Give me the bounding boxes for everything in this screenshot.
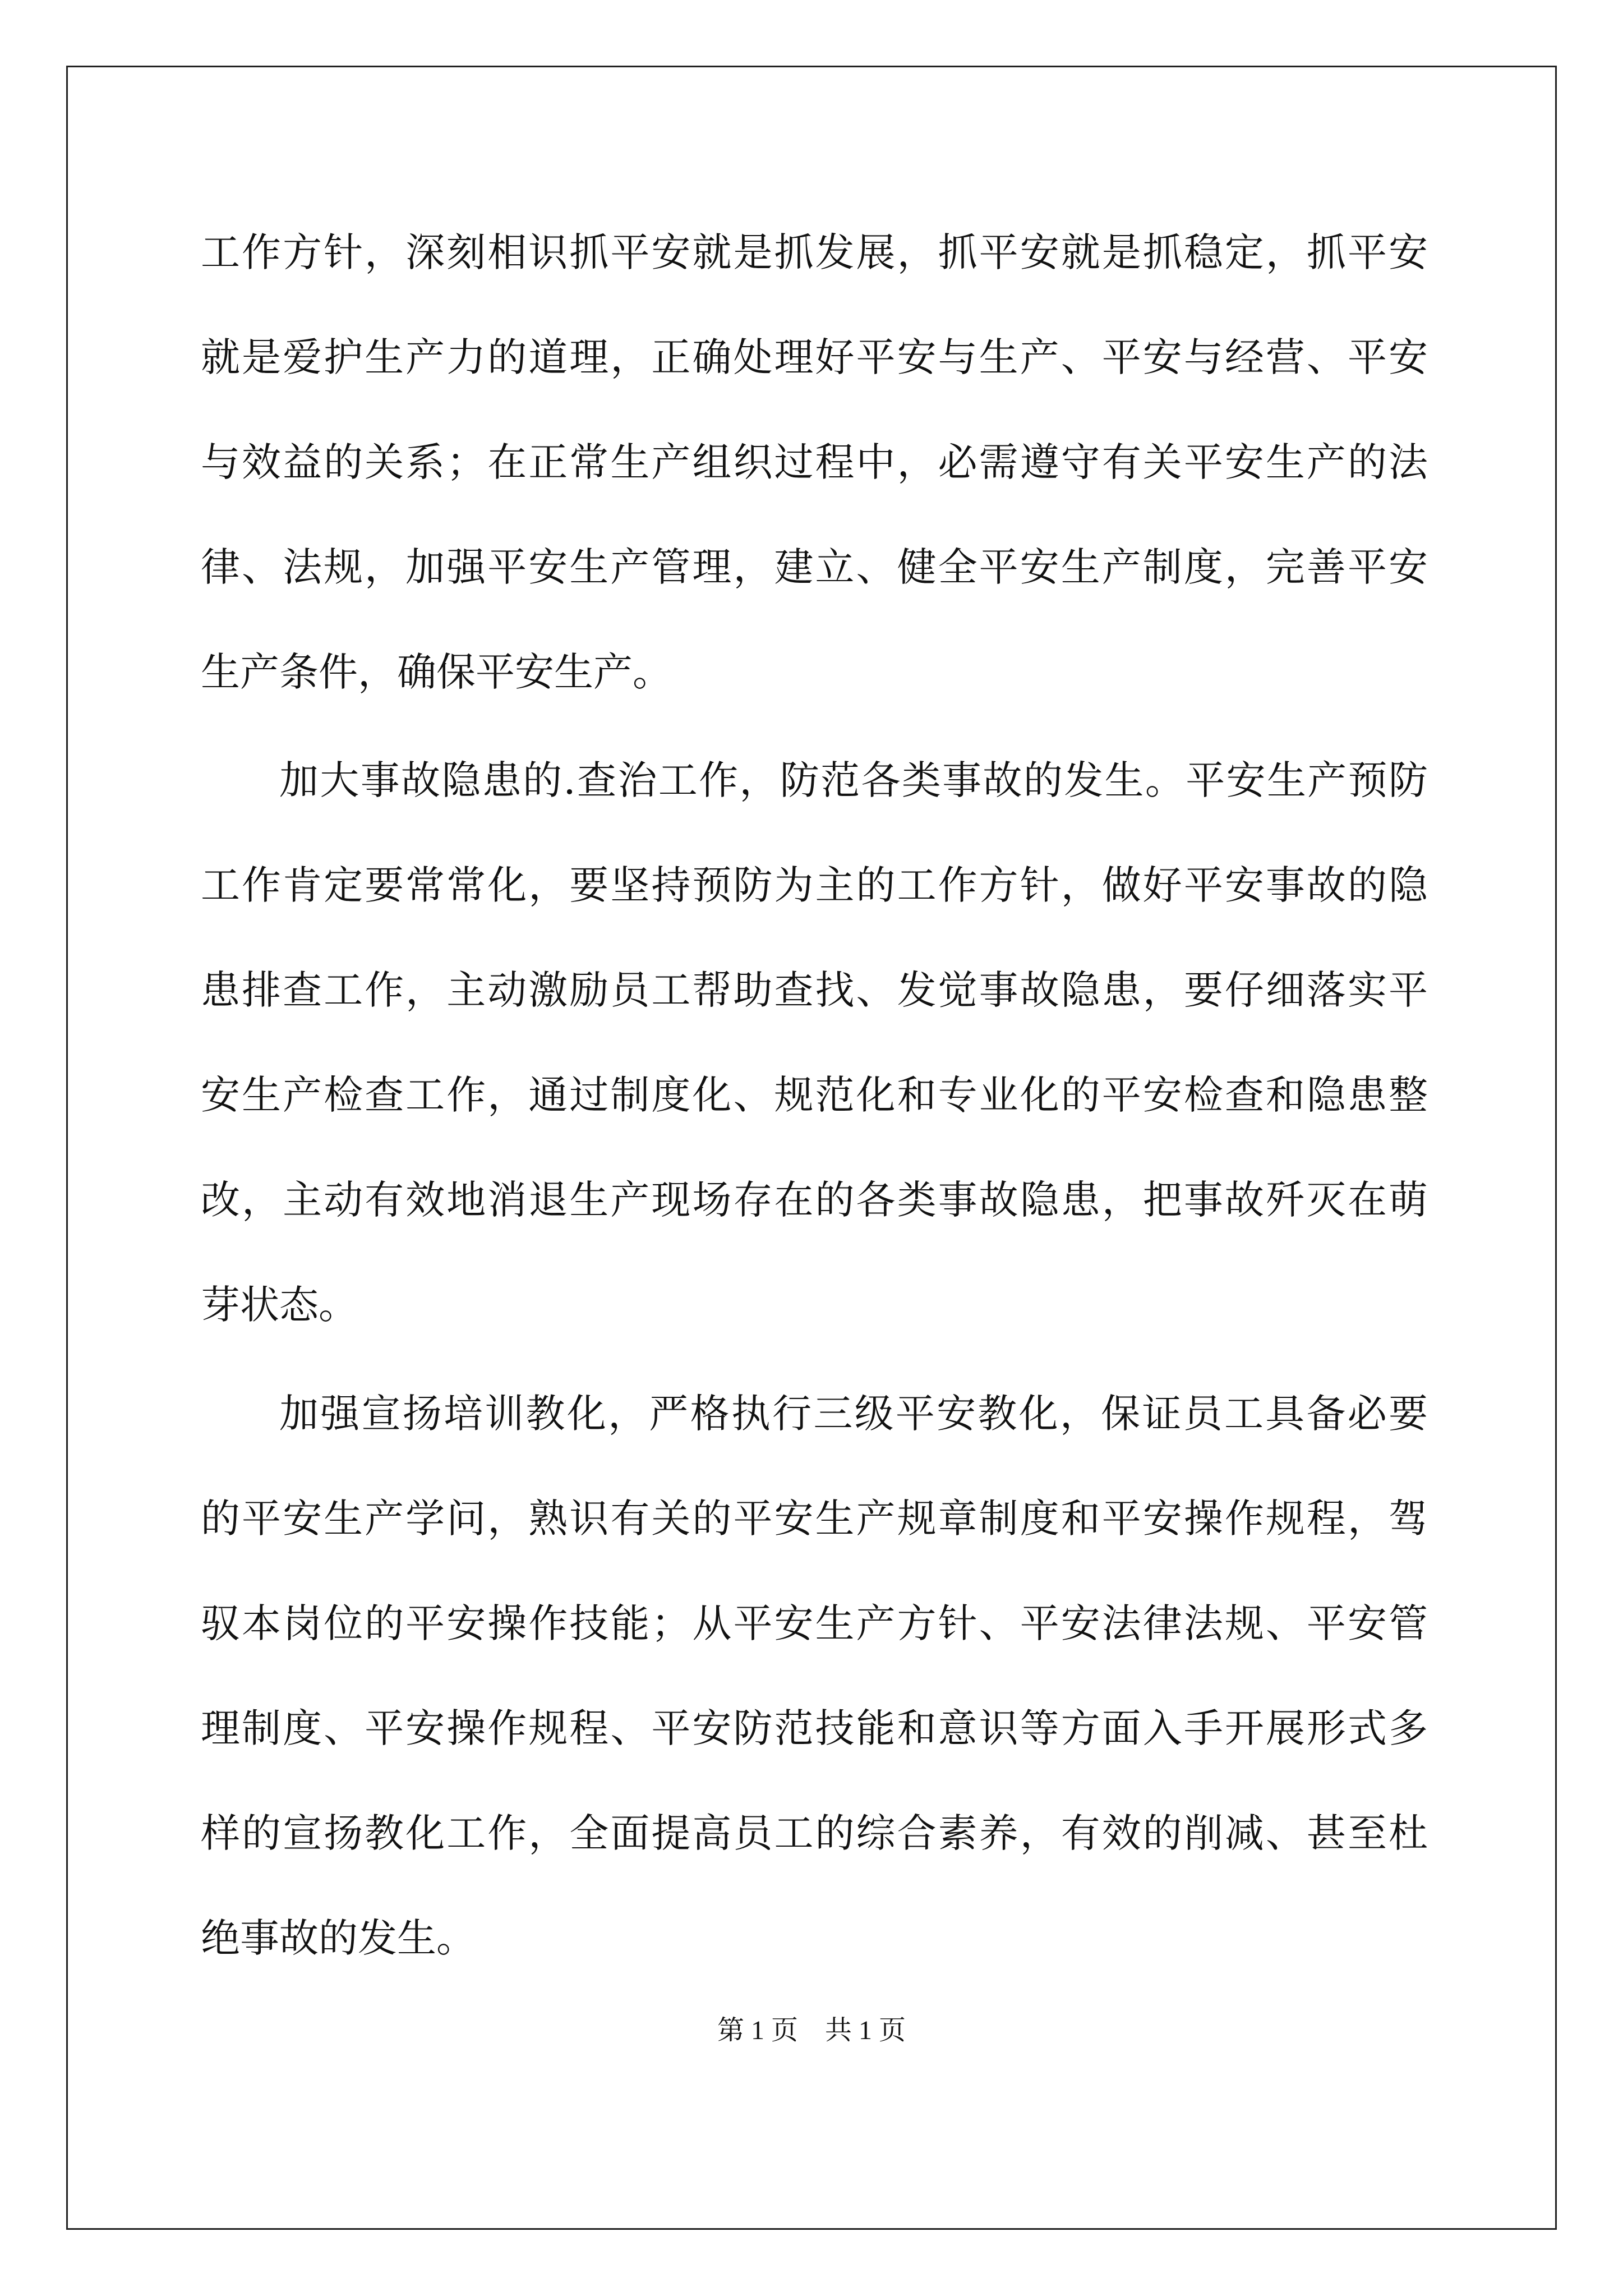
paragraph-1-line-5: 生产条件，确保平安生产。 bbox=[201, 649, 672, 695]
paragraph-1-line-3: 与效益的关系；在正常生产组织过程中，必需遵守有关平安生产的法 bbox=[201, 439, 1428, 485]
paragraph-3-line-2: 的平安生产学问，熟识有关的平安生产规章制度和平安操作规程，驾 bbox=[201, 1496, 1428, 1542]
paragraph-3-line-3: 驭本岗位的平安操作技能；从平安生产方针、平安法律法规、平安管 bbox=[201, 1600, 1428, 1646]
paragraph-3-line-5: 样的宣扬教化工作，全面提高员工的综合素养，有效的削减、甚至杜 bbox=[201, 1810, 1428, 1856]
paragraph-1-line-2: 就是爱护生产力的道理，正确处理好平安与生产、平安与经营、平安 bbox=[201, 334, 1428, 380]
paragraph-2-line-2: 工作肯定要常常化，要坚持预防为主的工作方针，做好平安事故的隐 bbox=[201, 862, 1428, 908]
paragraph-2-line-5: 改，主动有效地消退生产现场存在的各类事故隐患，把事故歼灭在萌 bbox=[201, 1177, 1428, 1223]
paragraph-2-line-3: 患排查工作，主动激励员工帮助查找、发觉事故隐患，要仔细落实平 bbox=[201, 967, 1428, 1013]
paragraph-1-line-1: 工作方针，深刻相识抓平安就是抓发展，抓平安就是抓稳定，抓平安 bbox=[201, 229, 1428, 275]
paragraph-3-line-1: 加强宣扬培训教化，严格执行三级平安教化，保证员工具备必要 bbox=[279, 1391, 1428, 1437]
paragraph-2-line-6: 芽状态。 bbox=[201, 1282, 358, 1328]
paragraph-3-line-4: 理制度、平安操作规程、平安防范技能和意识等方面入手开展形式多 bbox=[201, 1705, 1428, 1751]
paragraph-1-line-4: 律、法规，加强平安生产管理，建立、健全平安生产制度，完善平安 bbox=[201, 544, 1428, 590]
page-number-footer: 第 1 页 共 1 页 bbox=[717, 2016, 906, 2045]
paragraph-2-line-1: 加大事故隐患的.查治工作，防范各类事故的发生。平安生产预防 bbox=[279, 757, 1428, 803]
paragraph-2-line-4: 安生产检查工作，通过制度化、规范化和专业化的平安检查和隐患整 bbox=[201, 1072, 1428, 1118]
paragraph-3-line-6: 绝事故的发生。 bbox=[201, 1915, 476, 1961]
